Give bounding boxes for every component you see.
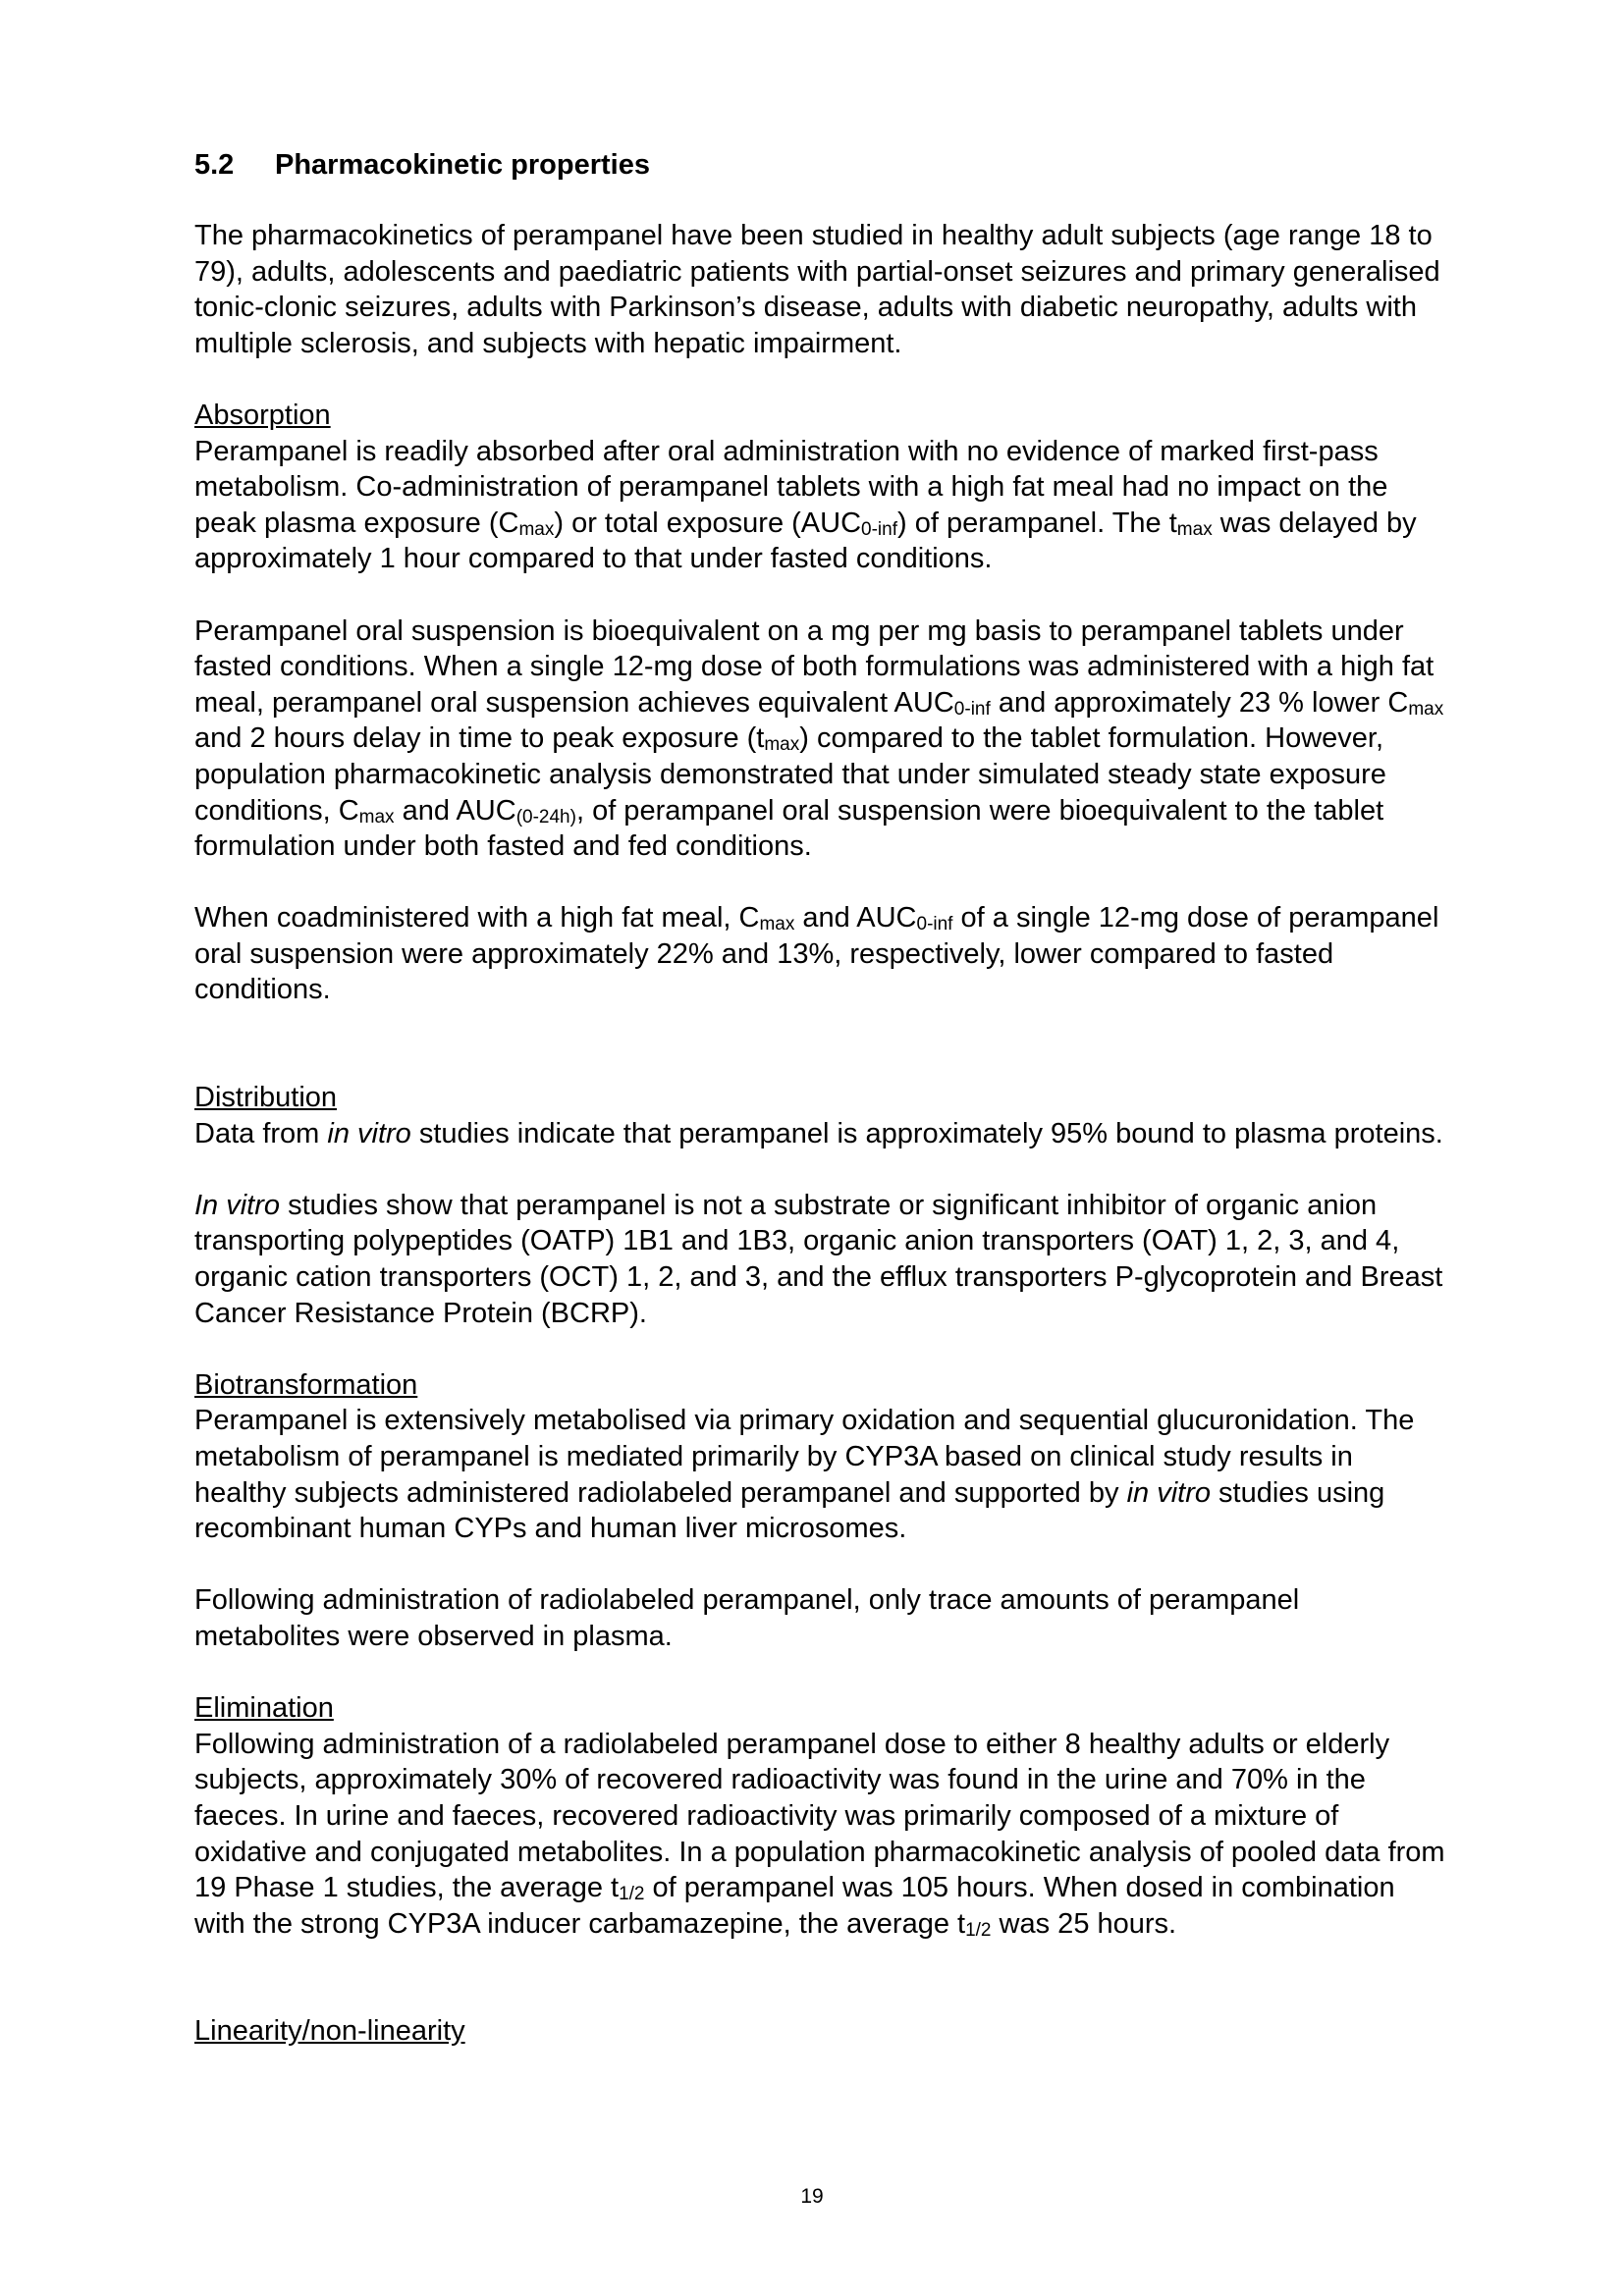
biotransformation-paragraph-1: Biotransformation Perampanel is extensively metabolised via primary oxidation and sequential glucuronidation. The metabolism of perampanel is mediated primarily by CYP3A based on clinical study results in healthy subjects administered radiolabeled perampanel and supported by in vitro studies using recombinant human CYPs and human liver microsomes.	[194, 1367, 1451, 1547]
linearity-heading: Linearity/non-linearity	[194, 2015, 465, 2048]
document-page	[194, 147, 1451, 2086]
distribution-paragraph-1: Distribution Data from in vitro studies indicate that perampanel is approximately 95% bound to plasma proteins.	[194, 1080, 1451, 1151]
biotransformation-paragraph-2: Following administration of radiolabeled perampanel, only trace amounts of perampanel metabolites were observed in plasma.	[194, 1584, 1300, 1652]
page-number: 19	[800, 2185, 824, 2208]
distribution-heading: Distribution	[194, 1082, 338, 1114]
intro-paragraph: The pharmacokinetics of perampanel have been studied in healthy adult subjects (age range 18 to 79), adults, adolescents and paediatric patients with partial-onset seizures and primary generalised tonic-clonic seizures, adults with Parkinson’s disease, adults with diabetic neuropathy, adults with multiple sclerosis, and subjects with hepatic impairment.	[194, 220, 1440, 359]
absorption-heading: Absorption	[194, 399, 331, 431]
biotransformation-heading: Biotransformation	[194, 1368, 418, 1401]
elimination-heading: Elimination	[194, 1692, 334, 1725]
elimination-paragraph: Elimination Following administration of a radiolabeled perampanel dose to either 8 healthy adults or elderly subjects, approximately 30% of recovered radioactivity was found in the urine and 70% in the faeces. In urine and faeces, recovered radioactivity was primarily composed of a mixture of oxidative and conjugated metabolites. In a population pharmacokinetic analysis of pooled data from 19 Phase 1 studies, the average $t_{1/2}$ of perampanel was 105 hours. When dosed in combination with the strong CYP3A inducer carbamazepine, the average $t_{1/2}$ was 25 hours.	[194, 1690, 1451, 1942]
absorption-paragraph-3: When coadministered with a high fat meal, $C_{max}$ and $AUC_{0-inf}$ of a single 12-mg dose of perampanel oral suspension were approximately 22% and 13%, respectively, lower compared to fasted conditions.	[194, 902, 1439, 1006]
absorption-paragraph-2: Perampanel oral suspension is bioequivalent on a mg per mg basis to perampanel tablets under fasted conditions. When a single 12-mg dose of both formulations was administered with a high fat meal, perampanel oral suspension achieves equivalent $AUC_{0-inf}$ and approximately 23 % lower $C_{max}$ and 2 hours delay in time to peak exposure $(t_{max})$ compared to the tablet formulation. However, population pharmacokinetic analysis demonstrated that under simulated steady state exposure conditions, $C_{max}$ and $AUC_{(0-24h)}$, of perampanel oral suspension were bioequivalent to the tablet formulation under both fasted and fed conditions.	[194, 614, 1444, 863]
absorption-paragraph-1: Absorption Perampanel is readily absorbed after oral administration with no evidence of marked first-pass metabolism. Co-administration of perampanel tablets with a high fat meal had no impact on the peak plasma exposure $(C_{max})$ or total exposure $(AUC_{0-inf})$ of perampanel. The $t_{max}$ was delayed by approximately 1 hour compared to that under fasted conditions.	[194, 398, 1451, 577]
section-number: 5.2	[194, 149, 235, 181]
linearity-section	[194, 2013, 1451, 2050]
section-title: Pharmacokinetic properties	[275, 149, 650, 181]
section-heading	[194, 147, 1451, 183]
distribution-paragraph-2: In vitro studies show that perampanel is not a substrate or significant inhibitor of organic anion transporting polypeptides (OATP) 1B1 and 1B3, organic anion transporters (OAT) 1, 2, 3, and 4, organic cation transporters (OCT) 1, 2, and 3, and the efflux transporters P-glycoprotein and Breast Cancer Resistance Protein (BCRP).	[194, 1189, 1443, 1329]
